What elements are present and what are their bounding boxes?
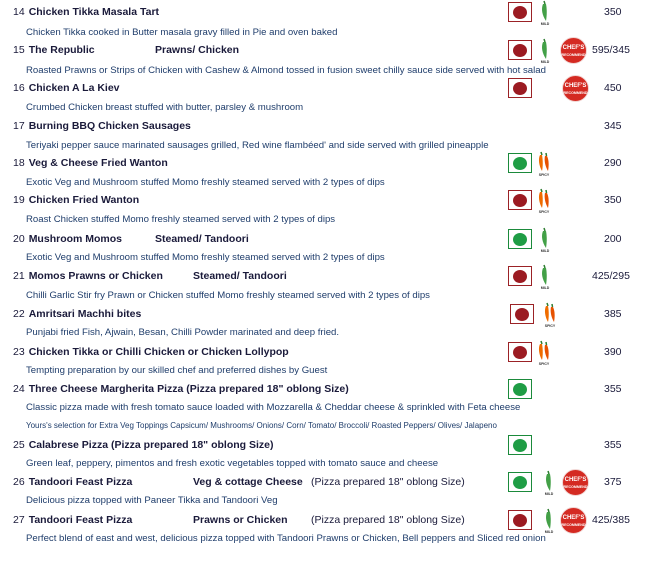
item-title	[13, 346, 289, 358]
item-title	[13, 44, 240, 56]
chef-badge-line2: RECOMMEND	[563, 91, 588, 95]
chili-label: SPICY	[538, 210, 550, 214]
chef-badge-line2: RECOMMEND	[561, 53, 586, 57]
chili-label: MILD	[540, 22, 550, 26]
item-price: 355	[604, 383, 622, 395]
chefs-recommend-badge-icon	[560, 507, 587, 534]
chef-badge-line2: RECOMMEND	[563, 485, 588, 489]
chef-badge-line1: CHEF'S	[564, 83, 587, 89]
item-description: Green leaf, peppery, pimentos and fresh exotic vegetables topped with tomato sauce and cheese	[26, 458, 439, 469]
chili-label: MILD	[540, 286, 550, 290]
veg-symbol-icon	[508, 379, 532, 399]
item-number: 18	[13, 157, 25, 169]
item-number: 22	[13, 308, 25, 320]
item-number: 19	[13, 194, 25, 206]
nonveg-symbol-icon	[508, 342, 532, 362]
item-number: 23	[13, 346, 25, 358]
item-price: 595/345	[592, 44, 630, 56]
item-option: Veg & cottage Cheese	[193, 476, 303, 488]
item-name: Veg & Cheese Fried Wanton	[28, 157, 168, 169]
item-name: Amritsari Machhi bites	[28, 308, 142, 320]
item-description: Exotic Veg and Mushroom stuffed Momo freshly steamed served with 2 types of dips	[26, 177, 385, 188]
item-name: Chicken Tikka Masala Tart	[28, 6, 160, 18]
item-number: 16	[13, 82, 25, 94]
item-option: Steamed/ Tandoori	[193, 270, 287, 282]
item-option: Prawns/ Chicken	[155, 44, 240, 56]
item-size-note: (Pizza prepared 18" oblong Size)	[311, 514, 465, 526]
veg-symbol-icon	[508, 229, 532, 249]
chef-badge-line2: RECOMMEND	[561, 523, 586, 527]
nonveg-symbol-icon	[508, 40, 532, 60]
mild-chili-icon	[538, 38, 552, 64]
veg-symbol-icon	[508, 472, 532, 492]
mild-chili-icon	[542, 508, 556, 534]
item-title	[13, 120, 191, 132]
item-size-note: (Pizza prepared 18" oblong Size)	[311, 476, 465, 488]
item-name: Chicken A La Kiev	[28, 82, 120, 94]
item-price: 290	[604, 157, 622, 169]
item-description: Delicious pizza topped with Paneer Tikka and Tandoori Veg	[26, 495, 278, 506]
item-price: 375	[604, 476, 622, 488]
veg-symbol-icon	[508, 435, 532, 455]
spicy-chili-icon	[537, 188, 551, 214]
item-description: Chicken Tikka cooked in Butter masala gravy filled in Pie and oven baked	[26, 27, 338, 38]
chefs-recommend-badge-icon	[562, 469, 589, 496]
item-price: 345	[604, 120, 622, 132]
chef-badge-line1: CHEF'S	[562, 515, 585, 521]
item-description: Tempting preparation by our skilled chef and preferred dishes by Guest	[26, 365, 328, 376]
item-number: 21	[13, 270, 25, 282]
item-toppings-note: Yours's selection for Extra Veg Toppings Capsicum/ Mushrooms/ Onions/ Corn/ Tomato/ Broccoli/ Roasted Peppers/ Olives/ Jalapeno	[26, 421, 497, 430]
item-number: 14	[13, 6, 25, 18]
item-name: Three Cheese Margherita Pizza (Pizza prepared 18" oblong Size)	[28, 383, 349, 395]
chili-label: SPICY	[538, 173, 550, 177]
item-name: Mushroom Momos	[28, 233, 123, 245]
chili-label: SPICY	[538, 362, 550, 366]
item-price: 425/385	[592, 514, 630, 526]
item-option: Prawns or Chicken	[193, 514, 288, 526]
item-price: 450	[604, 82, 622, 94]
item-name: Tandoori Feast Pizza	[28, 476, 133, 488]
spicy-chili-icon	[543, 302, 557, 328]
item-title	[13, 270, 287, 282]
nonveg-symbol-icon	[508, 510, 532, 530]
mild-chili-icon	[538, 264, 552, 290]
item-price: 390	[604, 346, 622, 358]
item-name: The Republic	[28, 44, 95, 56]
item-price: 355	[604, 439, 622, 451]
chili-label: SPICY	[544, 324, 556, 328]
item-title	[13, 157, 168, 169]
nonveg-symbol-icon	[510, 304, 534, 324]
item-title	[13, 6, 159, 18]
spicy-chili-icon	[537, 340, 551, 366]
spicy-chili-icon	[537, 151, 551, 177]
item-number: 26	[13, 476, 25, 488]
item-title	[13, 439, 274, 451]
chefs-recommend-badge-icon	[562, 75, 589, 102]
item-description: Teriyaki pepper sauce marinated sausages grilled, Red wine flambéed' and side served with grilled pineapple	[26, 140, 489, 151]
item-number: 25	[13, 439, 25, 451]
chefs-recommend-badge-icon	[560, 37, 587, 64]
item-title	[13, 82, 120, 94]
item-description: Crumbed Chicken breast stuffed with butter, parsley & mushroom	[26, 102, 304, 113]
item-title	[13, 476, 465, 488]
item-title	[13, 383, 349, 395]
item-number: 27	[13, 514, 25, 526]
item-number: 15	[13, 44, 25, 56]
item-price: 350	[604, 6, 622, 18]
item-description: Chilli Garlic Stir fry Prawn or Chicken stuffed Momo freshly steamed served with 2 types of dips	[26, 290, 430, 301]
item-name: Momos Prawns or Chicken	[28, 270, 163, 282]
item-number: 20	[13, 233, 25, 245]
veg-symbol-icon	[508, 153, 532, 173]
item-description: Exotic Veg and Mushroom stuffed Momo freshly steamed served with 2 types of dips	[26, 252, 385, 263]
item-price: 425/295	[592, 270, 630, 282]
item-description: Punjabi fried Fish, Ajwain, Besan, Chilli Powder marinated and deep fried.	[26, 327, 340, 338]
mild-chili-icon	[538, 227, 552, 253]
item-description: Roasted Prawns or Strips of Chicken with Cashew & Almond tossed in fusion sweet chilly sauce side served with hot salad	[26, 65, 546, 76]
mild-chili-icon	[542, 470, 556, 496]
nonveg-symbol-icon	[508, 266, 532, 286]
chili-label: MILD	[540, 249, 550, 253]
chef-badge-line1: CHEF'S	[562, 45, 585, 51]
item-price: 200	[604, 233, 622, 245]
item-price: 350	[604, 194, 622, 206]
chili-label: MILD	[540, 60, 550, 64]
chili-label: MILD	[544, 492, 554, 496]
item-title	[13, 194, 139, 206]
item-description: Perfect blend of east and west, delicious pizza topped with Tandoori Prawns or Chicken, Bell peppers and Sliced red onion	[26, 533, 546, 544]
item-name: Chicken Fried Wanton	[28, 194, 140, 206]
nonveg-symbol-icon	[508, 190, 532, 210]
item-price: 385	[604, 308, 622, 320]
item-description: Roast Chicken stuffed Momo freshly steamed served with 2 types of dips	[26, 214, 336, 225]
item-title	[13, 308, 141, 320]
nonveg-symbol-icon	[508, 78, 532, 98]
item-description: Classic pizza made with fresh tomato sauce loaded with Mozzarella & Cheddar cheese & sprinkled with Feta cheese	[26, 402, 521, 413]
item-name: Chicken Tikka or Chilli Chicken or Chicken Lollypop	[28, 346, 289, 358]
item-name: Burning BBQ Chicken Sausages	[28, 120, 191, 132]
chili-label: MILD	[544, 530, 554, 534]
item-number: 24	[13, 383, 25, 395]
nonveg-symbol-icon	[508, 2, 532, 22]
item-option: Steamed/ Tandoori	[155, 233, 249, 245]
item-name: Tandoori Feast Pizza	[28, 514, 133, 526]
item-title	[13, 233, 249, 245]
mild-chili-icon	[538, 0, 552, 26]
item-title	[13, 514, 465, 526]
item-name: Calabrese Pizza (Pizza prepared 18" oblong Size)	[28, 439, 274, 451]
chef-badge-line1: CHEF'S	[564, 477, 587, 483]
item-number: 17	[13, 120, 25, 132]
